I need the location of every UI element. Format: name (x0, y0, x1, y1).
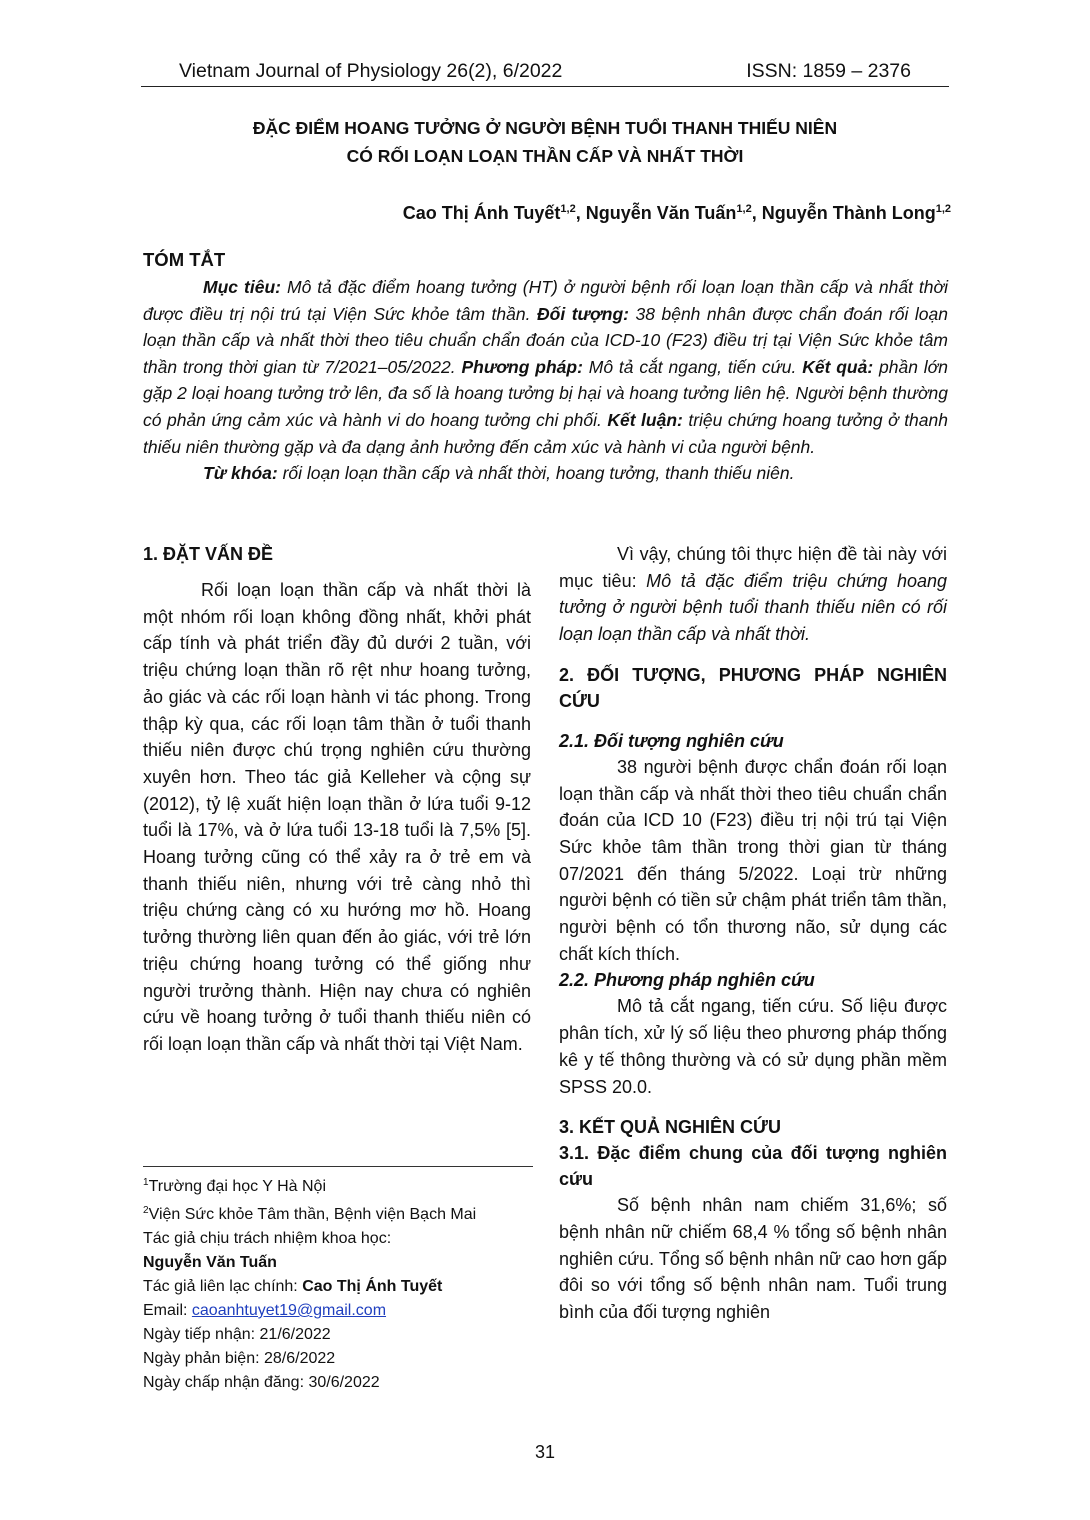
running-header (141, 58, 949, 87)
keywords-paragraph (143, 460, 948, 487)
page-number: 31 (534, 1442, 556, 1462)
conclusion-label: Kết luận: (607, 409, 683, 430)
author-separator: , (575, 203, 586, 223)
author-name: Nguyễn Thành Long (761, 203, 936, 223)
author-affiliation: 1,2 (736, 203, 752, 215)
subsection-2-2-text: Mô tả cắt ngang, tiến cứu. Số liệu được phân tích, xử lý số liệu theo phương pháp thống kê y tế thông thường và có sử dụng phần mềm SPSS 20.0. (559, 996, 947, 1097)
email-label: Email: (143, 1302, 192, 1319)
left-column (143, 541, 531, 1058)
abstract-heading: TÓM TẮT (143, 249, 226, 270)
footnote-mark: 2 (143, 1205, 149, 1216)
footnote-affiliation-1 (143, 1171, 533, 1199)
subjects-label: Đối tượng: (537, 303, 629, 324)
author-affiliation: 1,2 (935, 203, 951, 215)
keywords-label: Từ khóa: (203, 463, 278, 484)
reviewed-date: Ngày phản biện: 28/6/2022 (143, 1350, 336, 1367)
contact-name: Cao Thị Ánh Tuyết (302, 1278, 443, 1295)
email-line (143, 1299, 533, 1323)
contact-author (143, 1275, 533, 1299)
abstract-body (143, 274, 948, 487)
footnote-affiliation-2 (143, 1199, 533, 1227)
affiliation-text: Viện Sức khỏe Tâm thần, Bệnh viện Bạch Mai (148, 1206, 477, 1223)
intro-objective: Mô tả đặc điểm triệu chứng hoang tưởng ở người bệnh tuổi thanh thiếu niên có rối loạn loạn thần cấp và nhất thời. (559, 570, 948, 645)
section-1-heading: 1. ĐẶT VẤN ĐỀ (143, 544, 274, 564)
footnote-mark: 1 (143, 1177, 149, 1188)
keywords-text: rối loạn loạn thần cấp và nhất thời, hoang tưởng, thanh thiếu niên. (277, 463, 795, 484)
received-date: Ngày tiếp nhận: 21/6/2022 (143, 1326, 331, 1343)
intro-objective-paragraph (559, 541, 947, 648)
abstract-paragraph (143, 274, 948, 460)
author-name: Nguyễn Văn Tuấn (585, 203, 737, 223)
author-list (141, 196, 951, 226)
objective-label: Mục tiêu: (203, 277, 281, 297)
section-3-heading: 3. KẾT QUẢ NGHIÊN CỨU (559, 1117, 781, 1138)
author-name: Cao Thị Ánh Tuyết (402, 203, 561, 223)
subsection-2-1-text: 38 người bệnh được chẩn đoán rối loạn loạn thần cấp và nhất thời theo tiêu chuẩn chẩn đoán của ICD 10 (F23) điều trị nội trú tại Viện Sức khỏe tâm thần trong thời gian từ tháng 07/2021 đến tháng 5/2022. Loại trừ những người bệnh có tiền sử chậm phát triển tâm thần, người bệnh có tổn thương não, sử dụng các chất kích thích. (559, 756, 947, 964)
results-label: Kết quả: (802, 356, 874, 377)
title-line-2: CÓ RỐI LOẠN LOẠN THẦN CẤP VÀ NHẤT THỜI (346, 146, 744, 166)
article-title (141, 114, 949, 170)
responsible-author-label: Tác giả chịu trách nhiệm khoa học: (143, 1230, 392, 1247)
journal-name: Vietnam Journal of Physiology 26(2), 6/2022 (179, 60, 563, 82)
results-text: phần lớn gặp 2 loại hoang tưởng trở lên, đa số là hoang tưởng bị hại và hoang tưởng liên hệ. Người bệnh thường có phản ứng cảm xúc và hành vi do hoang tưởng chi phối. (143, 356, 948, 430)
title-line-1: ĐẶC ĐIỂM HOANG TƯỞNG Ở NGƯỜI BỆNH TUỔI THANH THIẾU NIÊN (252, 118, 838, 138)
intro-lead: Vì vậy, chúng tôi thực hiện đề tài này với mục tiêu: (559, 544, 947, 591)
method-text: Mô tả cắt ngang, tiến cứu. (582, 356, 803, 377)
objective-text: Mô tả đặc điểm hoang tưởng (HT) ở người bệnh rối loạn loạn thần cấp và nhất thời được điều trị nội trú tại Viện Sức khỏe tâm thần. (143, 277, 948, 324)
conclusion-text: triệu chứng hoang tưởng ở thanh thiếu niên thường gặp và đa dạng ảnh hưởng đến cảm xúc và hành vi của người bệnh. (143, 409, 948, 457)
section-1-paragraph: Rối loạn loạn thần cấp và nhất thời là một nhóm rối loạn không đồng nhất, khởi phát cấp tính và phát triển đầy đủ dưới 2 tuần, với triệu chứng loạn thần rõ rệt như hoang tưởng, ảo giác và các rối loạn hành vi tác phong. Trong thập kỳ qua, các rối loạn tâm thần ở tuổi thanh thiếu niên được chú trọng nghiên cứu thường xuyên hơn. Theo tác giả Kelleher và cộng sự (2012), tỷ lệ xuất hiện loạn thần ở lứa tuổi 9-12 tuổi là 17%, và ở lứa tuổi 13-18 tuổi là 7,5% [5]. Hoang tưởng cũng có thể xảy ra ở trẻ em và thanh thiếu niên, nhưng với trẻ càng nhỏ thì triệu chứng càng có xu hướng mơ hồ. Hoang tưởng thường liên quan đến ảo giác, với trẻ lớn triệu chứng hoang tưởng có thể giống như người trưởng thành. Hiện nay chưa có nghiên cứu về hoang tưởng ở tuổi thanh thiếu niên có rối loạn loạn thần cấp và nhất thời tại Việt Nam. (143, 580, 531, 1054)
author-affiliation: 1,2 (560, 203, 576, 215)
author-separator: , (751, 203, 762, 223)
email-link[interactable]: caoanhtuyet19@gmail.com (191, 1302, 387, 1319)
subsection-2-2-heading: 2.2. Phương pháp nghiên cứu (559, 970, 815, 991)
accepted-date: Ngày chấp nhận đăng: 30/6/2022 (143, 1374, 380, 1391)
affiliation-text: Trường đại học Y Hà Nội (148, 1178, 326, 1195)
responsible-author-name: Nguyễn Văn Tuấn (143, 1254, 277, 1271)
method-label: Phương pháp: (461, 356, 583, 377)
issn: ISSN: 1859 – 2376 (746, 60, 911, 82)
right-column (559, 541, 947, 1326)
subjects-text: 38 bệnh nhân được chẩn đoán rối loạn loạn thần cấp và nhất thời theo tiêu chuẩn chẩn đoán của ICD-10 (F23) điều trị tại Viện Sức khỏe tâm thần trong thời gian từ 7/2021–05/2022. (143, 303, 948, 377)
subsection-2-1-heading: 2.1. Đối tượng nghiên cứu (559, 730, 784, 751)
subsection-3-1-heading: 3.1. Đặc điểm chung của đối tượng nghiên cứu (559, 1143, 947, 1190)
subsection-3-1-text: Số bệnh nhân nam chiếm 31,6%; số bệnh nhân nữ chiếm 68,4 % tổng số bệnh nhân nghiên cứu. Tổng số bệnh nhân nữ cao hơn gấp đôi so với tổng số bệnh nhân nam. Tuổi trung bình của đối tượng nghiên (559, 1195, 947, 1323)
section-2-heading: 2. ĐỐI TƯỢNG, PHƯƠNG PHÁP NGHIÊN CỨU (559, 664, 947, 711)
contact-label: Tác giả liên lạc chính: (143, 1278, 303, 1295)
footnotes (143, 1166, 533, 1395)
